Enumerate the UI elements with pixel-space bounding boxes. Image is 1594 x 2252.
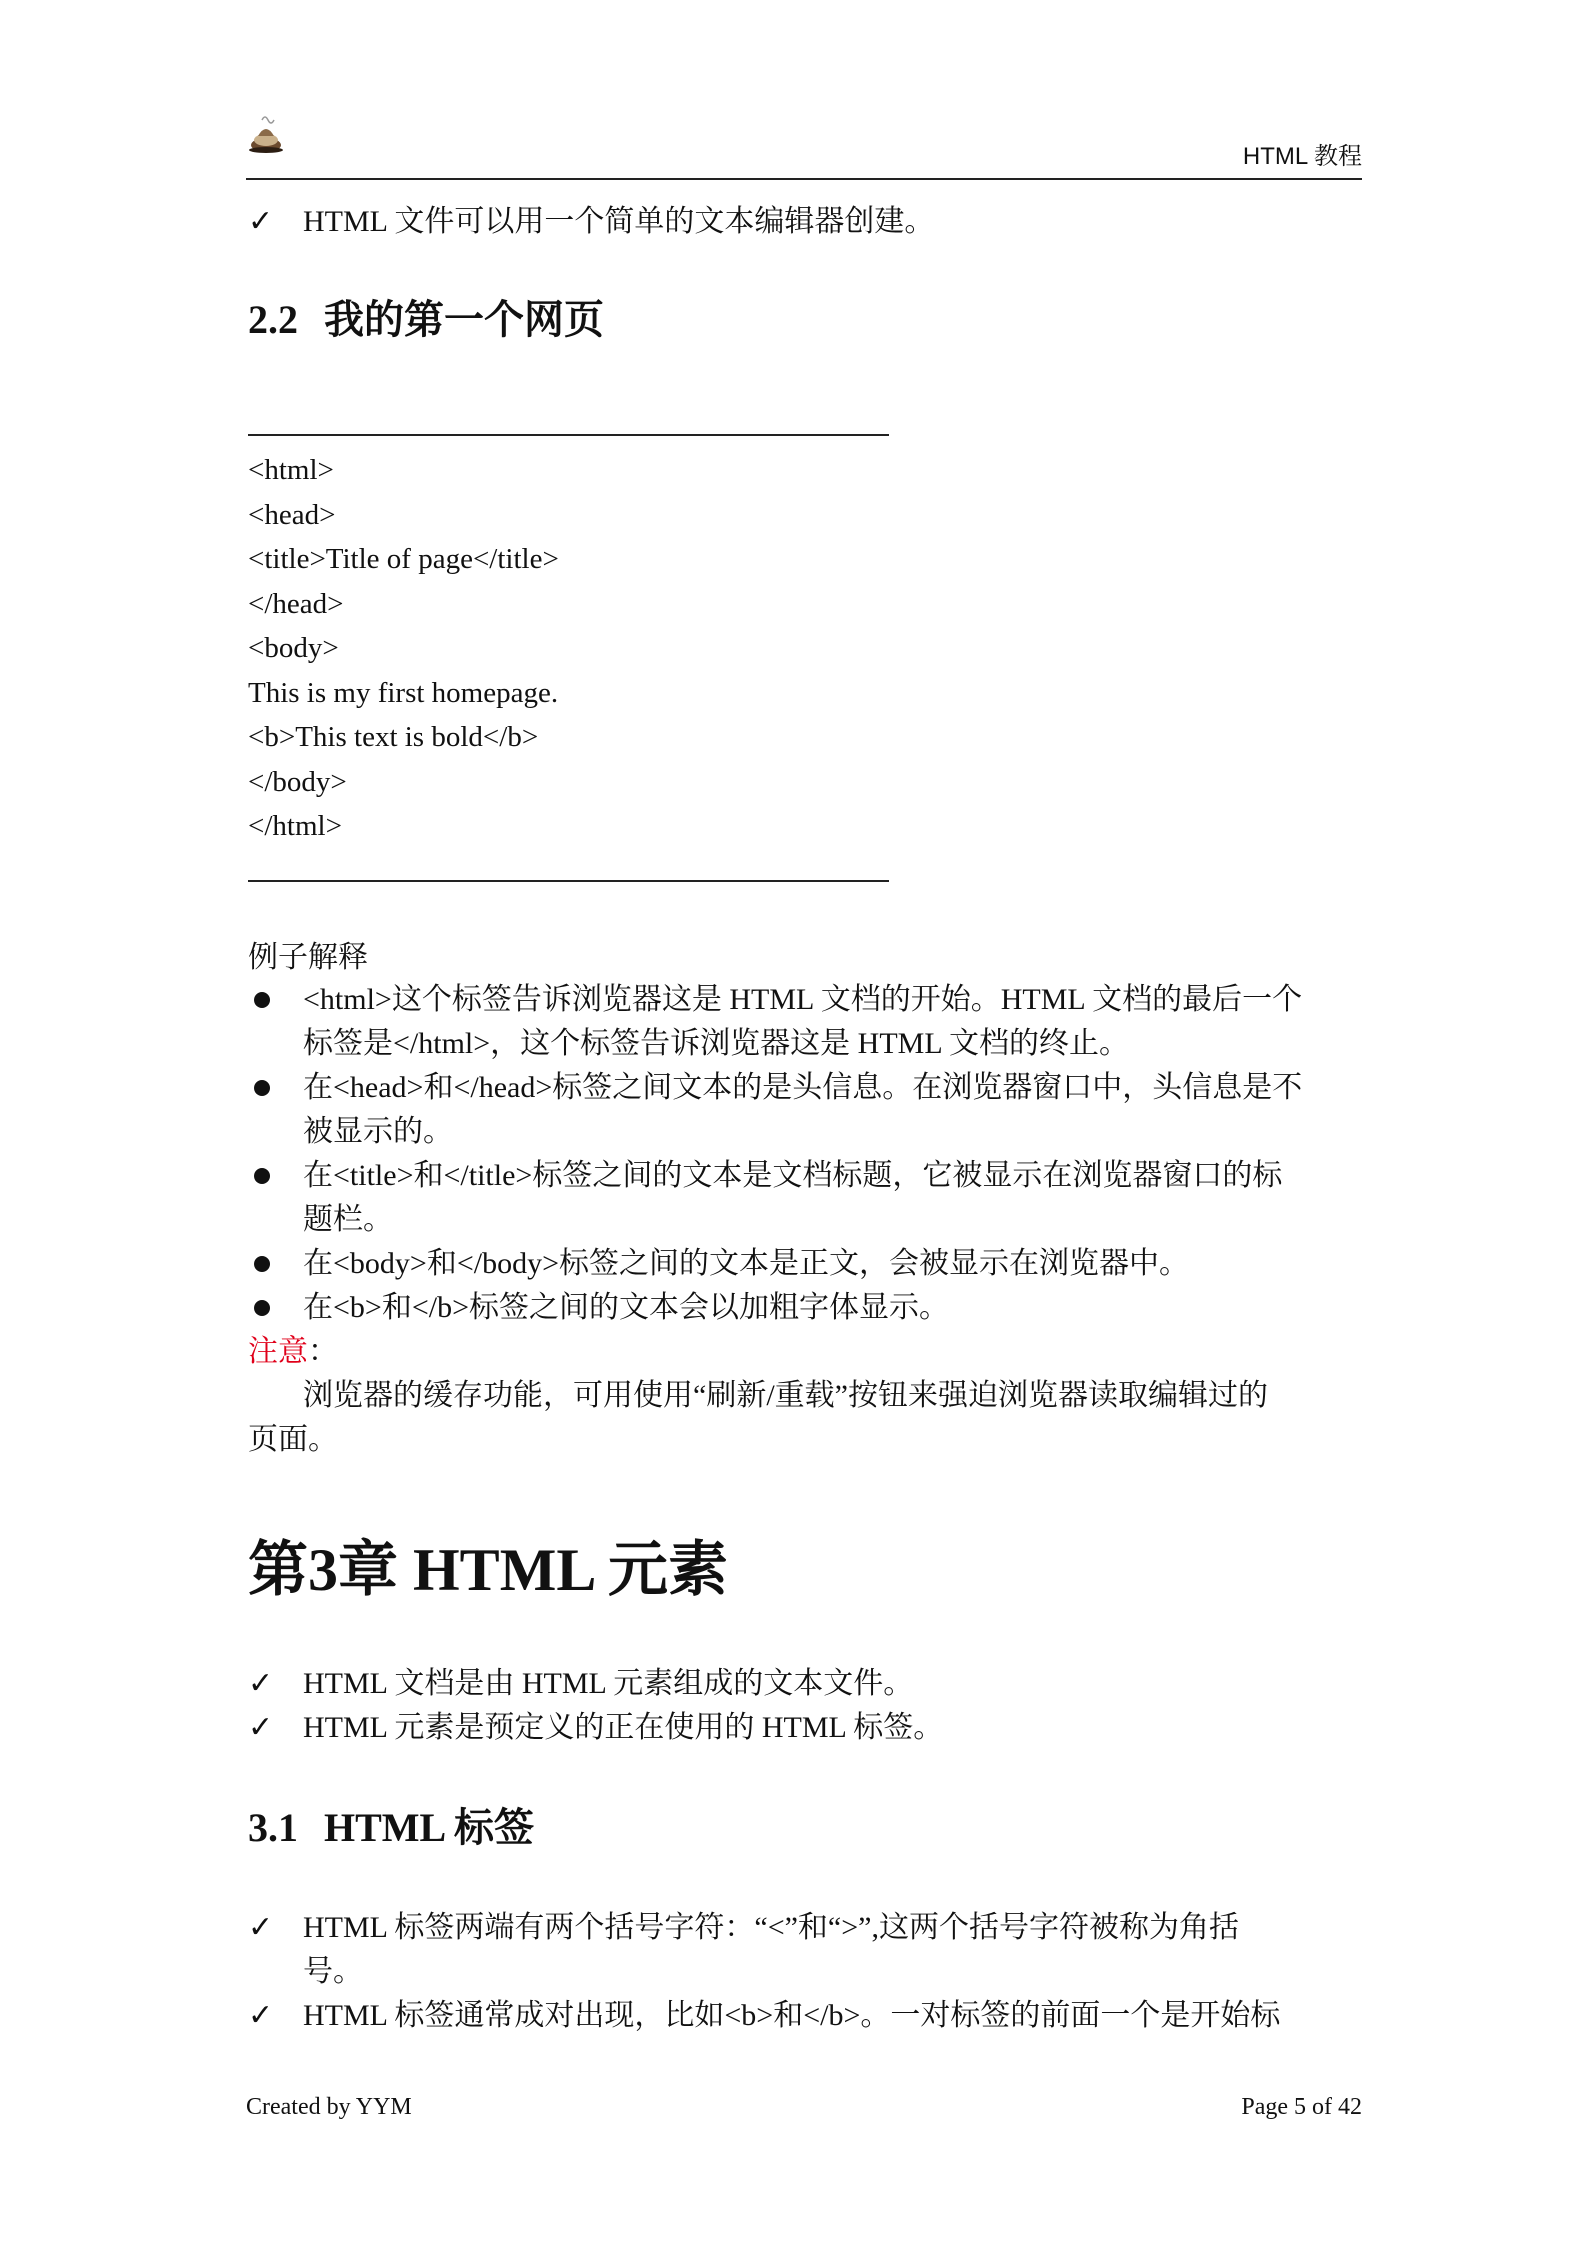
code-line: </head> [248, 587, 344, 620]
code-line: <body> [248, 632, 339, 664]
bullet-text-cont: 题栏。 [303, 1203, 393, 1236]
bullet-text: <html>这个标签告诉浏览器这是 HTML 文档的开始。HTML 文档的最后一个 [303, 983, 1303, 1016]
section-title: 我的第一个网页 [324, 297, 604, 342]
bullet-icon [254, 1080, 270, 1096]
code-line: </body> [248, 765, 347, 798]
section-check-text: HTML 标签通常成对出现，比如<b>和</b>。一对标签的前面一个是开始标 [303, 1999, 1281, 2032]
check-icon: ✓ [248, 1711, 274, 1744]
chapter-check-text: HTML 元素是预定义的正在使用的 HTML 标签。 [303, 1711, 944, 1744]
explanation-heading: 例子解释 [248, 941, 368, 974]
section-heading-3-1 [248, 1800, 534, 1856]
bullet-text: 在<title>和</title>标签之间的文本是文档标题，它被显示在浏览器窗口的标 [303, 1159, 1283, 1192]
note-colon: ： [308, 1335, 338, 1368]
code-line: <b>This text is bold</b> [248, 721, 539, 753]
bullet-text: 在<head>和</head>标签之间文本的是头信息。在浏览器窗口中，头信息是不 [303, 1071, 1303, 1104]
bullet-icon [254, 1300, 270, 1316]
section-number: 3.1 [248, 1805, 298, 1850]
section-title: HTML 标签 [324, 1805, 535, 1850]
check-icon: ✓ [248, 1667, 274, 1700]
bullet-text-cont: 标签是</html>，这个标签告诉浏览器这是 HTML 文档的终止。 [303, 1027, 1130, 1060]
check-icon: ✓ [248, 205, 274, 238]
code-line: <html> [248, 454, 334, 486]
code-line: <head> [248, 498, 336, 531]
chapter-heading: 第3章 HTML 元素 [248, 1537, 729, 1603]
note-text: 浏览器的缓存功能，可用使用“刷新/重载”按钮来强迫浏览器读取编辑过的 [303, 1379, 1268, 1412]
section-heading-2-2 [248, 292, 604, 348]
teapot-logo-icon [248, 112, 284, 156]
check-icon: ✓ [248, 1911, 274, 1944]
bullet-text: 在<b>和</b>标签之间的文本会以加粗字体显示。 [303, 1291, 950, 1324]
section-number: 2.2 [248, 297, 298, 342]
header-title: HTML 教程 [1242, 143, 1362, 170]
note-label: 注意 [248, 1335, 308, 1368]
page-header [246, 112, 1362, 180]
code-block [248, 448, 559, 849]
section-check-text: HTML 标签两端有两个括号字符：“<”和“>”,这两个括号字符被称为角括 [303, 1911, 1239, 1944]
bullet-icon [254, 992, 270, 1008]
code-top-rule [248, 434, 889, 436]
code-bottom-rule [248, 880, 889, 882]
code-line: <title>Title of page</title> [248, 543, 559, 575]
bullet-text-cont: 被显示的。 [303, 1115, 453, 1148]
footer-page-number: Page 5 of 42 [1241, 2094, 1362, 2120]
section-check-text-cont: 号。 [303, 1955, 363, 1988]
footer-author: Created by YYM [246, 2094, 412, 2120]
bullet-icon [254, 1168, 270, 1184]
bullet-text: 在<body>和</body>标签之间的文本是正文，会被显示在浏览器中。 [303, 1247, 1190, 1280]
note-label-row [248, 1330, 338, 1374]
code-line: </html> [248, 810, 342, 842]
bullet-icon [254, 1256, 270, 1272]
intro-check-text: HTML 文件可以用一个简单的文本编辑器创建。 [303, 205, 935, 238]
note-text-cont: 页面。 [248, 1423, 338, 1456]
chapter-check-text: HTML 文档是由 HTML 元素组成的文本文件。 [303, 1667, 914, 1700]
code-line: This is my first homepage. [248, 676, 559, 709]
check-icon: ✓ [248, 1999, 274, 2032]
